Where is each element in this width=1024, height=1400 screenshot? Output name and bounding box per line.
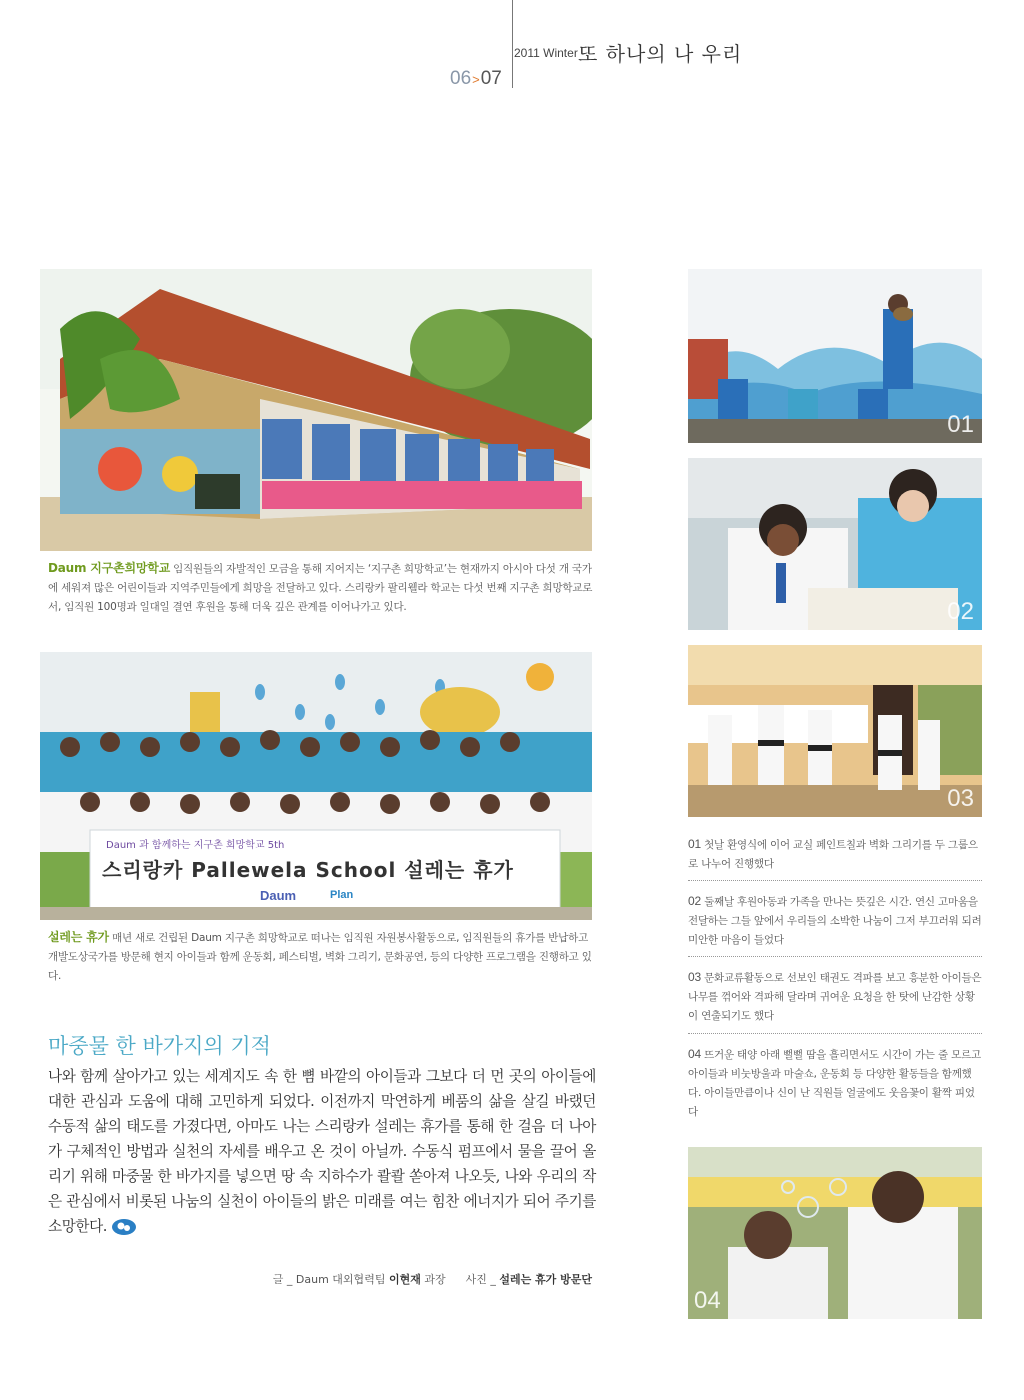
side-photo-4: [688, 1147, 982, 1319]
caption-lead: Daum 지구촌희망학교: [48, 561, 171, 575]
caption-text: 매년 새로 건립된 Daum 지구촌 희망학교로 떠나는 임직원 자원봉사활동으로, 임직원들의 휴가를 반납하고 개발도상국가를 방문해 현지 아이들과 함께 운동회, 페스티벌, 벽화 그리기, 문화공연, 등의 다양한 프로그램을 진행하고 있다.: [48, 932, 592, 982]
caption-text: 뜨거운 태양 아래 뻘뻘 땀을 흘리면서도 시간이 가는 줄 모르고 아이들과 비눗방울과 마술쇼, 운동회 등 다양한 활동들을 함께했다. 아이들만큼이나 신이 난 직원들 얼굴에도 웃음꽃이 활짝 피었다: [688, 1049, 981, 1118]
main-photo1-caption: [48, 559, 594, 617]
photo-number: 01: [947, 411, 974, 438]
side-caption-3: [688, 968, 982, 1026]
caption-divider: [688, 880, 982, 881]
photo-number: 02: [947, 598, 974, 625]
caption-text: 둘째날 후원아동과 가족을 만나는 뜻깊은 시간. 연신 고마움을 전달하는 그들 앞에서 우리들의 소박한 나눔이 그저 부끄러워 되려 미안한 마음이 들었다: [688, 896, 982, 946]
daum-end-mark-icon: [111, 1218, 137, 1236]
essay-text: 나와 함께 살아가고 있는 세계지도 속 한 뼘 바깥의 아이들과 그보다 더 먼 곳의 아이들에 대한 관심과 도움에 대해 고민하게 되었다. 이전까지 막연하게 베품의 삶을 살길 바랬던 수동적 삶의 태도를 가졌다면, 아마도 나는 스리랑카 설레는 휴가를 통해 한 걸음 더 나아가 구체적인 방법과 실천의 자세를 배우고 온 것이 아닐까. 수동식 펌프에서 물을 끌어 올리기 위해 마중물 한 바가지를 넣으면 땅 속 지하수가 콸콸 쏟아져 나오듯, 나와 우리의 작은 관심에서 비롯된 나눔의 실천이 아이들의 밝은 미래를 여는 힘찬 에너지가 되어 주기를 소망한다.: [48, 1068, 596, 1235]
school-building-photo: [40, 269, 592, 551]
caption-divider: [688, 956, 982, 957]
caption-number: 03: [688, 970, 701, 984]
essay-title: 마중물 한 바가지의 기적: [48, 1034, 271, 1058]
side-caption-4: [688, 1045, 982, 1122]
banner-title: 스리랑카 Pallewela School 설레는 휴가: [102, 858, 514, 882]
caption-text: 문화교류활동으로 선보인 태권도 격파를 보고 흥분한 아이들은 나무를 꺾어와 격파해 달라며 귀여운 요청을 한 탓에 난감한 상황이 연출되기도 했다: [688, 972, 982, 1022]
magazine-title: 또 하나의 나 우리: [578, 42, 743, 66]
side-caption-1: [688, 835, 982, 874]
caption-number: 02: [688, 894, 701, 908]
banner-logo-daum: Daum: [260, 888, 297, 903]
page-separator: >: [472, 72, 480, 87]
credit-writer-prefix: 글 _ Daum 대외협력팀: [272, 1273, 389, 1286]
caption-number: 01: [688, 837, 701, 851]
photo-number: 04: [694, 1287, 721, 1314]
credit-writer-name: 이현재: [388, 1273, 421, 1286]
banner-logo-plan: Plan: [330, 889, 354, 901]
page-number-right: 07: [480, 68, 502, 89]
side-caption-2: [688, 892, 982, 950]
caption-number: 04: [688, 1047, 701, 1061]
caption-divider: [688, 1033, 982, 1034]
banner-subtitle: Daum 과 함께하는 지구촌 희망학교 5th: [106, 840, 285, 851]
caption-text: 임직원들의 자발적인 모금을 통해 지어지는 ‘지구촌 희망학교’는 현재까지 아시아 다섯 개 국가에 세워져 많은 어린이들과 지역주민들에게 희망을 전달하고 있다. 스리랑카 팔리웰라 학교는 다섯 번째 지구촌 희망학교로서, 임직원 100명과 일대일 결연 후원을 통해 더욱 깊은 관계를 이어나가고 있다.: [48, 563, 593, 613]
essay-body: [48, 1064, 596, 1239]
header-divider: [512, 0, 513, 88]
page-numbers: [450, 68, 502, 90]
side-photo-1: [688, 269, 982, 443]
credit-photo-name: 설레는 휴가 방문단: [499, 1273, 592, 1286]
credit-photo-prefix: 사진 _: [465, 1273, 500, 1286]
side-photo-2: [688, 458, 982, 630]
side-photo-3: [688, 645, 982, 817]
page-number-left: 06: [450, 68, 472, 89]
credit-writer-suffix: 과장: [420, 1273, 446, 1286]
photo-number: 03: [947, 785, 974, 812]
credit-line: [273, 1271, 592, 1287]
issue-label: 2011 Winter: [514, 46, 578, 60]
main-photo2-caption: [48, 928, 594, 986]
group-photo: [40, 652, 592, 920]
caption-lead: 설레는 휴가: [48, 930, 109, 944]
caption-text: 첫날 환영식에 이어 교실 페인트칠과 벽화 그리기를 두 그룹으로 나누어 진행했다: [688, 839, 978, 870]
